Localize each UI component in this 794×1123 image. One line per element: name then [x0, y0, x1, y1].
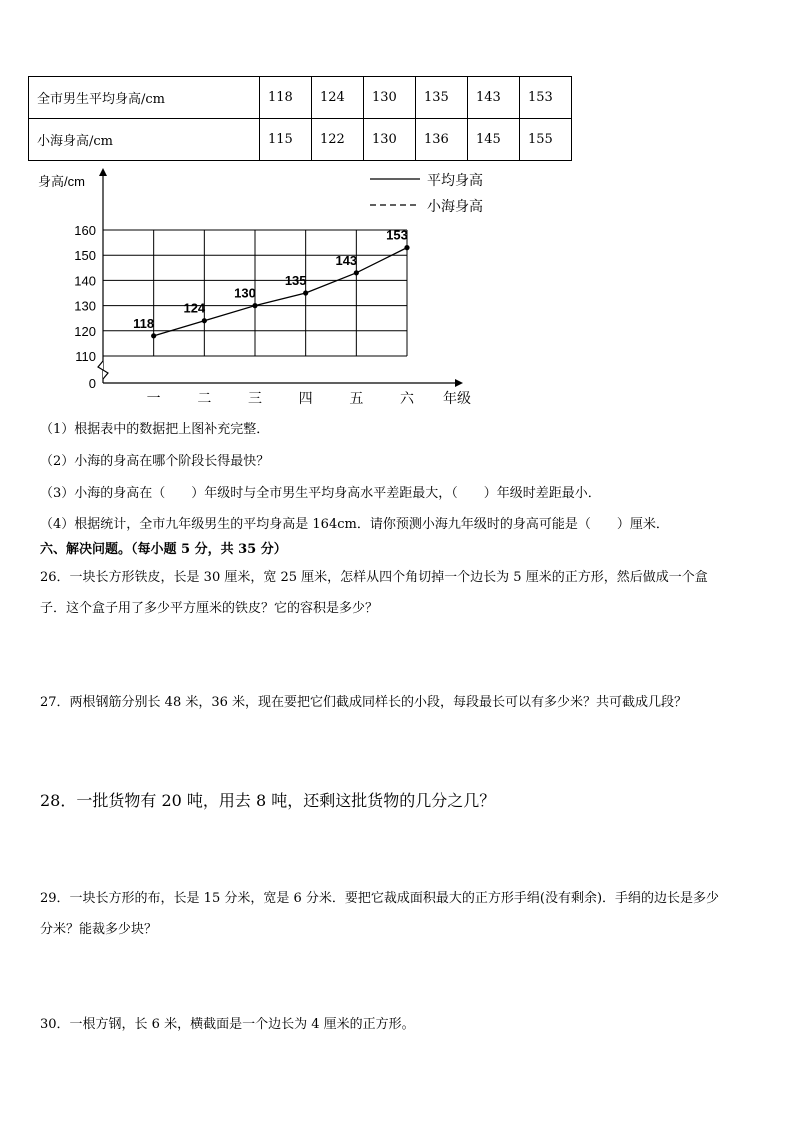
table-cell: 115	[260, 119, 312, 161]
legend-label-xiaohai: 小海身高	[427, 198, 483, 214]
y-axis-arrow	[99, 168, 107, 176]
x-axis-arrow	[455, 379, 463, 387]
problem-29-line2: 分米？能裁多少块？	[40, 922, 158, 937]
data-point	[252, 303, 257, 308]
row-label: 全市男生平均身高/cm	[29, 77, 260, 119]
y-tick-label: 130	[74, 298, 96, 314]
problem-26-line2: 子．这个盒子用了多少平方厘米的铁皮？它的容积是多少？	[40, 601, 379, 616]
question-4: （4）根据统计，全市九年级男生的平均身高是 164cm．请你预测小海九年级时的身高可能是（ ）厘米．	[40, 517, 669, 532]
table-row	[29, 119, 572, 161]
problem-26-line1: 26．一块长方形铁皮，长是 30 厘米，宽 25 厘米，怎样从四个角切掉一个边长为 5 厘米的正方形，然后做成一个盒	[40, 570, 708, 585]
x-tick-label: 一	[146, 390, 161, 406]
x-tick-label: 二	[197, 390, 212, 406]
problem-28: 28．一批货物有 20 吨，用去 8 吨，还剩这批货物的几分之几？	[40, 791, 496, 810]
y-tick-label: 0	[88, 376, 96, 391]
data-label: 153	[386, 227, 408, 243]
table-cell: 155	[520, 119, 572, 161]
table-cell: 124	[312, 77, 364, 119]
question-1: （1）根据表中的数据把上图补充完整．	[40, 422, 270, 437]
y-tick-label: 110	[75, 349, 96, 364]
problem-30: 30．一根方钢，长 6 米，横截面是一个边长为 4 厘米的正方形。	[40, 1017, 415, 1032]
table-row	[29, 77, 572, 119]
x-axis-label: 年级	[443, 390, 471, 406]
axis-break-mark	[98, 361, 108, 379]
height-table	[28, 76, 572, 161]
data-point	[151, 333, 156, 338]
x-tick-label: 五	[349, 390, 364, 406]
table-cell: 143	[468, 77, 520, 119]
table-cell: 153	[520, 77, 572, 119]
problem-27: 27．两根钢筋分别长 48 米，36 米，现在要把它们截成同样长的小段，每段最长可以有多少米？共可截成几段？	[40, 695, 688, 710]
x-tick-label: 四	[298, 390, 313, 406]
x-tick-label: 三	[248, 390, 262, 406]
x-tick-label: 六	[400, 390, 414, 406]
data-point	[404, 245, 409, 250]
y-tick-label: 140	[74, 273, 96, 289]
table-cell: 130	[364, 77, 416, 119]
data-label: 135	[284, 273, 307, 288]
data-label: 118	[133, 315, 155, 331]
data-label: 130	[234, 285, 256, 301]
data-point	[354, 270, 359, 275]
y-tick-label: 160	[74, 223, 96, 238]
table-cell: 118	[260, 77, 312, 119]
data-label: 124	[183, 300, 206, 316]
row-label: 小海身高/cm	[29, 119, 260, 161]
series-average-line	[154, 248, 407, 336]
data-label: 143	[335, 252, 358, 268]
y-axis-label: 身高/cm	[38, 174, 85, 189]
problem-29-line1: 29．一块长方形的布，长是 15 分米，宽是 6 分米．要把它裁成面积最大的正方形手绢(没有剩余)．手绢的边长是多少	[40, 891, 720, 906]
data-point	[202, 318, 207, 323]
data-point	[303, 290, 308, 295]
y-tick-label: 120	[74, 323, 96, 339]
table-cell: 136	[416, 119, 468, 161]
table-cell: 130	[364, 119, 416, 161]
table-cell: 122	[312, 119, 364, 161]
table-cell: 145	[468, 119, 520, 161]
y-tick-label: 150	[74, 248, 96, 264]
legend-label-average: 平均身高	[427, 172, 483, 188]
question-2: （2）小海的身高在哪个阶段长得最快？	[40, 454, 270, 469]
chart-svg	[30, 168, 500, 410]
section-title: 六、解决问题。（每小题 5 分，共 35 分）	[40, 542, 287, 557]
question-3: （3）小海的身高在（ ）年级时与全市男生平均身高水平差距最大，（ ）年级时差距最小．	[40, 486, 601, 501]
table-cell: 135	[416, 77, 468, 119]
height-line-chart	[30, 168, 500, 410]
